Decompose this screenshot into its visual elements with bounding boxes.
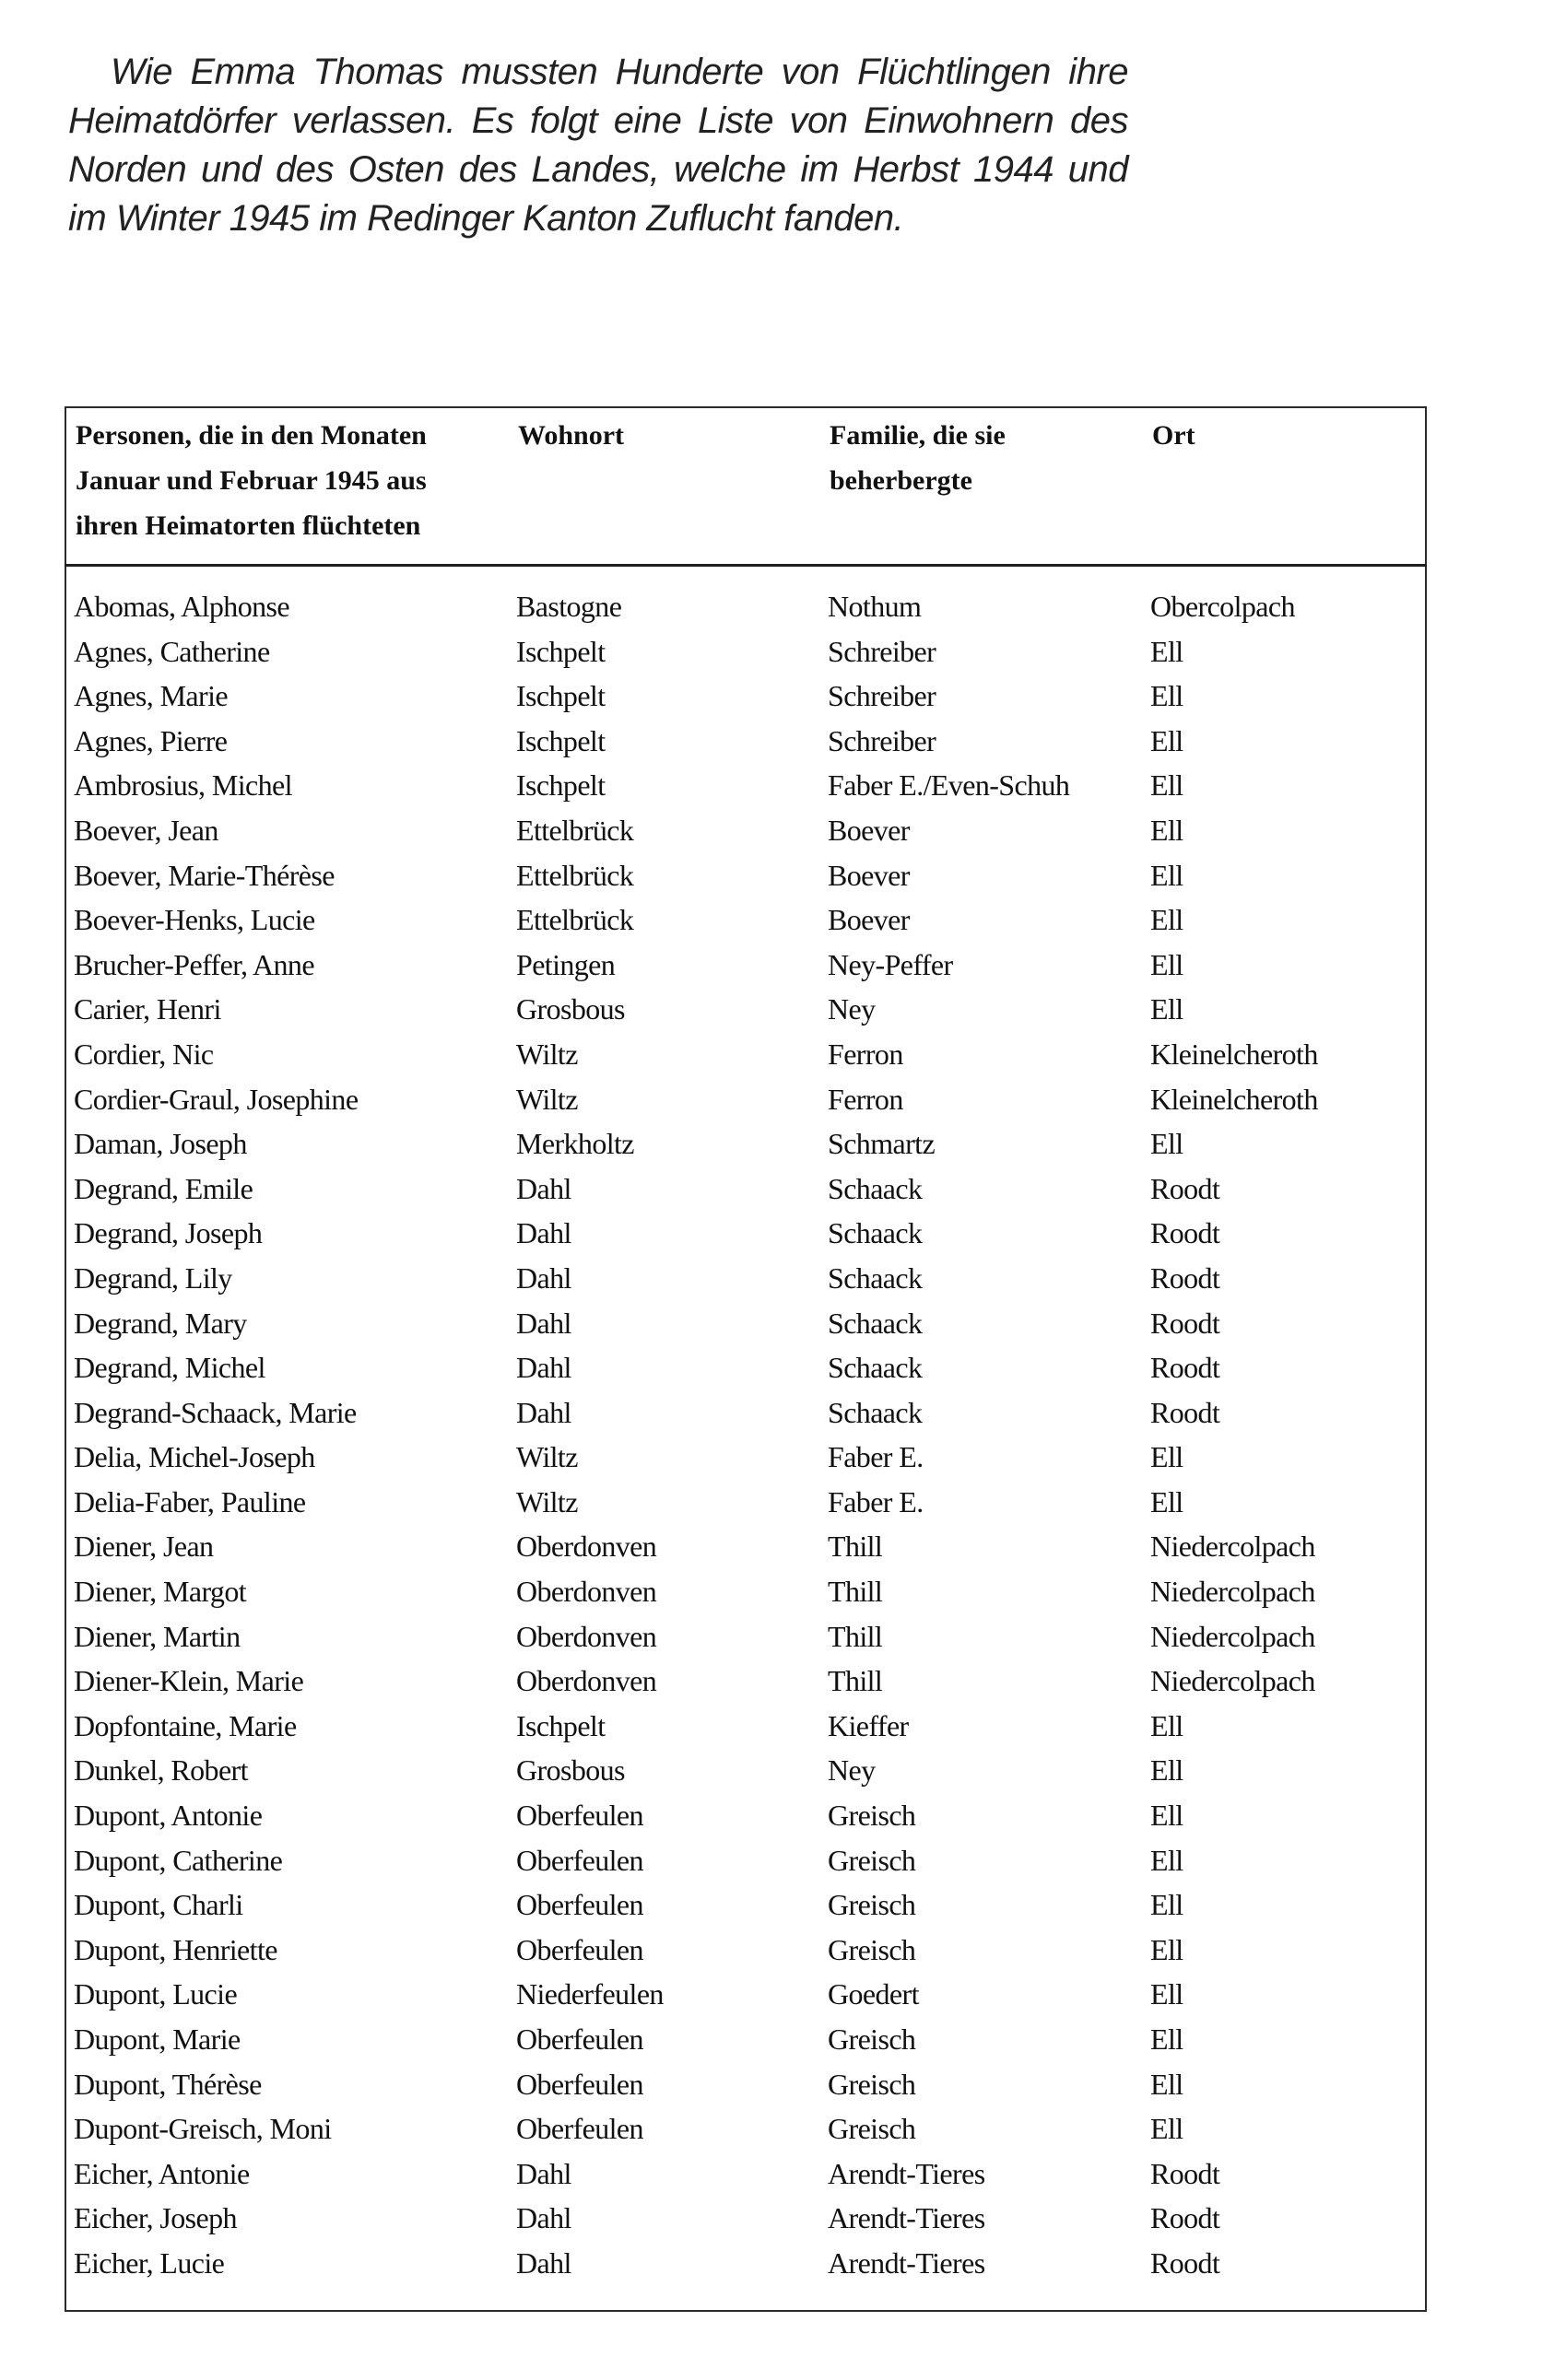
place-cell: Ell bbox=[1150, 992, 1183, 1026]
host-family-cell: Ferron bbox=[828, 1082, 903, 1116]
person-name-cell: Diener-Klein, Marie bbox=[74, 1664, 304, 1698]
place-cell: Ell bbox=[1150, 679, 1183, 713]
host-family-cell: Thill bbox=[828, 1619, 883, 1653]
table-row bbox=[74, 859, 1419, 904]
place-cell: Roodt bbox=[1150, 2245, 1220, 2280]
person-name-cell: Abomas, Alphonse bbox=[74, 590, 289, 623]
place-cell: Roodt bbox=[1150, 1395, 1220, 1429]
person-name-cell: Eicher, Lucie bbox=[74, 2245, 225, 2280]
host-family-cell: Arendt-Tieres bbox=[828, 2201, 985, 2235]
residence-cell: Oberfeulen bbox=[516, 2112, 643, 2146]
place-cell: Obercolpach bbox=[1150, 590, 1295, 623]
residence-cell: Dahl bbox=[516, 1216, 571, 1250]
table-row bbox=[74, 2068, 1419, 2113]
person-name-cell: Boever, Marie-Thérèse bbox=[74, 858, 335, 892]
table-row bbox=[74, 1620, 1419, 1665]
place-cell: Ell bbox=[1150, 903, 1183, 937]
person-name-cell: Degrand, Emile bbox=[74, 1171, 253, 1205]
person-name-cell: Agnes, Pierre bbox=[74, 723, 228, 757]
residence-cell: Oberfeulen bbox=[516, 1843, 643, 1877]
person-name-cell: Eicher, Antonie bbox=[74, 2156, 250, 2190]
table-row bbox=[74, 1307, 1419, 1352]
table-row bbox=[74, 814, 1419, 859]
person-name-cell: Dupont, Thérèse bbox=[74, 2067, 262, 2101]
place-cell: Niedercolpach bbox=[1150, 1619, 1315, 1653]
person-name-cell: Boever, Jean bbox=[74, 813, 218, 847]
residence-cell: Grosbous bbox=[516, 1753, 625, 1788]
table-row bbox=[74, 2201, 1419, 2246]
host-family-cell: Thill bbox=[828, 1664, 883, 1698]
residence-cell: Oberfeulen bbox=[516, 1799, 643, 1833]
residence-cell: Oberdonven bbox=[516, 1664, 657, 1698]
residence-cell: Ischpelt bbox=[516, 1708, 606, 1742]
table-row bbox=[74, 1799, 1419, 1844]
host-family-cell: Schaack bbox=[828, 1171, 923, 1205]
place-cell: Ell bbox=[1150, 1932, 1183, 1966]
place-cell: Ell bbox=[1150, 947, 1183, 981]
host-family-cell: Goedert bbox=[828, 1977, 919, 2011]
place-cell: Ell bbox=[1150, 1753, 1183, 1788]
residence-cell: Bastogne bbox=[516, 590, 622, 623]
place-cell: Roodt bbox=[1150, 2201, 1220, 2235]
table-row bbox=[74, 1575, 1419, 1620]
host-family-cell: Nothum bbox=[828, 590, 922, 623]
place-cell: Ell bbox=[1150, 1799, 1183, 1833]
place-cell: Ell bbox=[1150, 634, 1183, 668]
table-row bbox=[74, 724, 1419, 769]
host-family-cell: Ney bbox=[828, 1753, 876, 1788]
table-row bbox=[74, 1844, 1419, 1889]
host-family-cell: Schaack bbox=[828, 1351, 923, 1385]
header-persons: Personen, die in den Monaten Januar und Februar 1945 aus ihren Heimatorten flüchteten bbox=[76, 420, 427, 541]
table-row bbox=[74, 1127, 1419, 1172]
person-name-cell: Dupont, Marie bbox=[74, 2022, 241, 2056]
person-name-cell: Delia, Michel-Joseph bbox=[74, 1440, 315, 1474]
residence-cell: Wiltz bbox=[516, 1440, 578, 1474]
host-family-cell: Kieffer bbox=[828, 1708, 909, 1742]
table-row bbox=[74, 2022, 1419, 2068]
header-host-family: Familie, die sie beherbergte bbox=[830, 420, 1006, 496]
person-name-cell: Agnes, Catherine bbox=[74, 634, 270, 668]
person-name-cell: Ambrosius, Michel bbox=[74, 768, 292, 803]
table-row bbox=[74, 1753, 1419, 1799]
residence-cell: Ischpelt bbox=[516, 723, 606, 757]
person-name-cell: Dupont-Greisch, Moni bbox=[74, 2112, 332, 2146]
place-cell: Roodt bbox=[1150, 1171, 1220, 1205]
host-family-cell: Boever bbox=[828, 813, 910, 847]
table-row bbox=[74, 1485, 1419, 1530]
person-name-cell: Diener, Martin bbox=[74, 1619, 241, 1653]
residence-cell: Wiltz bbox=[516, 1037, 578, 1071]
place-cell: Roodt bbox=[1150, 1306, 1220, 1340]
place-cell: Ell bbox=[1150, 768, 1183, 803]
host-family-cell: Faber E./Even-Schuh bbox=[828, 768, 1070, 803]
table-row bbox=[74, 2157, 1419, 2202]
residence-cell: Oberfeulen bbox=[516, 1932, 643, 1966]
place-cell: Roodt bbox=[1150, 2156, 1220, 2190]
table-row bbox=[74, 1933, 1419, 1978]
table-row bbox=[74, 635, 1419, 680]
host-family-cell: Boever bbox=[828, 903, 910, 937]
host-family-cell: Ferron bbox=[828, 1037, 903, 1071]
host-family-cell: Arendt-Tieres bbox=[828, 2245, 985, 2280]
person-name-cell: Diener, Margot bbox=[74, 1575, 247, 1609]
table-header bbox=[76, 413, 1421, 560]
table-row bbox=[74, 1888, 1419, 1933]
residence-cell: Merkholtz bbox=[516, 1127, 634, 1161]
residence-cell: Oberdonven bbox=[516, 1530, 657, 1564]
residence-cell: Ettelbrück bbox=[516, 858, 634, 892]
place-cell: Ell bbox=[1150, 2022, 1183, 2056]
residence-cell: Dahl bbox=[516, 1306, 571, 1340]
host-family-cell: Thill bbox=[828, 1575, 883, 1609]
residence-cell: Oberdonven bbox=[516, 1575, 657, 1609]
place-cell: Kleinelcheroth bbox=[1150, 1037, 1318, 1071]
place-cell: Ell bbox=[1150, 1440, 1183, 1474]
person-name-cell: Agnes, Marie bbox=[74, 679, 228, 713]
place-cell: Ell bbox=[1150, 1484, 1183, 1518]
table-row bbox=[74, 1261, 1419, 1307]
host-family-cell: Schaack bbox=[828, 1306, 923, 1340]
residence-cell: Dahl bbox=[516, 2245, 571, 2280]
table-body bbox=[74, 590, 1419, 2292]
host-family-cell: Boever bbox=[828, 858, 910, 892]
table-row bbox=[74, 1440, 1419, 1485]
place-cell: Ell bbox=[1150, 1127, 1183, 1161]
place-cell: Niedercolpach bbox=[1150, 1664, 1315, 1698]
person-name-cell: Degrand, Lily bbox=[74, 1260, 232, 1295]
residence-cell: Niederfeulen bbox=[516, 1977, 664, 2011]
residence-cell: Dahl bbox=[516, 1260, 571, 1295]
person-name-cell: Dopfontaine, Marie bbox=[74, 1708, 297, 1742]
place-cell: Roodt bbox=[1150, 1260, 1220, 1295]
person-name-cell: Degrand, Joseph bbox=[74, 1216, 263, 1250]
host-family-cell: Schmartz bbox=[828, 1127, 936, 1161]
residence-cell: Oberfeulen bbox=[516, 1888, 643, 1922]
intro-text bbox=[68, 48, 1128, 243]
person-name-cell: Diener, Jean bbox=[74, 1530, 214, 1564]
place-cell: Ell bbox=[1150, 813, 1183, 847]
table-row bbox=[74, 992, 1419, 1038]
person-name-cell: Cordier-Graul, Josephine bbox=[74, 1082, 359, 1116]
place-cell: Ell bbox=[1150, 1977, 1183, 2011]
place-cell: Ell bbox=[1150, 723, 1183, 757]
host-family-cell: Ney bbox=[828, 992, 876, 1026]
person-name-cell: Daman, Joseph bbox=[74, 1127, 247, 1161]
host-family-cell: Greisch bbox=[828, 1888, 916, 1922]
person-name-cell: Dupont, Charli bbox=[74, 1888, 243, 1922]
intro-paragraph: Wie Emma Thomas mussten Hunderte von Flüchtlingen ihre Heimatdörfer verlassen. Es folgt eine Liste von Einwohnern des Norden und des Osten des Landes, welche im Herbst 1944 und im Winter 1945 im Redinger Kanton Zuflucht fanden. bbox=[68, 52, 1128, 239]
table-row bbox=[74, 1172, 1419, 1217]
host-family-cell: Schreiber bbox=[828, 723, 936, 757]
table-row bbox=[74, 1038, 1419, 1083]
table-row bbox=[74, 590, 1419, 635]
residence-cell: Dahl bbox=[516, 1395, 571, 1429]
person-name-cell: Eicher, Joseph bbox=[74, 2201, 237, 2235]
person-name-cell: Carier, Henri bbox=[74, 992, 221, 1026]
table-row bbox=[74, 679, 1419, 724]
place-cell: Roodt bbox=[1150, 1351, 1220, 1385]
table-row bbox=[74, 1977, 1419, 2022]
person-name-cell: Brucher-Peffer, Anne bbox=[74, 947, 314, 981]
table-row bbox=[74, 948, 1419, 993]
residence-cell: Oberfeulen bbox=[516, 2067, 643, 2101]
person-name-cell: Degrand, Mary bbox=[74, 1306, 247, 1340]
person-name-cell: Dunkel, Robert bbox=[74, 1753, 248, 1788]
place-cell: Kleinelcheroth bbox=[1150, 1082, 1318, 1116]
host-family-cell: Faber E. bbox=[828, 1440, 924, 1474]
residence-cell: Petingen bbox=[516, 947, 616, 981]
residence-cell: Ettelbrück bbox=[516, 813, 634, 847]
residence-cell: Oberdonven bbox=[516, 1619, 657, 1653]
host-family-cell: Schreiber bbox=[828, 634, 936, 668]
table-row bbox=[74, 1664, 1419, 1709]
table-row bbox=[74, 1396, 1419, 1441]
person-name-cell: Dupont, Lucie bbox=[74, 1977, 238, 2011]
place-cell: Roodt bbox=[1150, 1216, 1220, 1250]
person-name-cell: Degrand-Schaack, Marie bbox=[74, 1395, 357, 1429]
residence-cell: Dahl bbox=[516, 1351, 571, 1385]
residence-cell: Ischpelt bbox=[516, 634, 606, 668]
host-family-cell: Schreiber bbox=[828, 679, 936, 713]
residence-cell: Dahl bbox=[516, 2201, 571, 2235]
table-row bbox=[74, 2246, 1419, 2292]
place-cell: Ell bbox=[1150, 2067, 1183, 2101]
table-row bbox=[74, 1530, 1419, 1575]
residence-cell: Wiltz bbox=[516, 1082, 578, 1116]
table-row bbox=[74, 903, 1419, 948]
table-row bbox=[74, 1709, 1419, 1754]
residence-cell: Wiltz bbox=[516, 1484, 578, 1518]
host-family-cell: Faber E. bbox=[828, 1484, 924, 1518]
host-family-cell: Greisch bbox=[828, 2067, 916, 2101]
place-cell: Ell bbox=[1150, 1888, 1183, 1922]
place-cell: Ell bbox=[1150, 858, 1183, 892]
host-family-cell: Schaack bbox=[828, 1216, 923, 1250]
residence-cell: Dahl bbox=[516, 1171, 571, 1205]
person-name-cell: Dupont, Antonie bbox=[74, 1799, 263, 1833]
place-cell: Ell bbox=[1150, 1843, 1183, 1877]
person-name-cell: Dupont, Catherine bbox=[74, 1843, 283, 1877]
table-row bbox=[74, 768, 1419, 814]
host-family-cell: Schaack bbox=[828, 1260, 923, 1295]
host-family-cell: Greisch bbox=[828, 2022, 916, 2056]
residence-cell: Grosbous bbox=[516, 992, 625, 1026]
host-family-cell: Greisch bbox=[828, 1799, 916, 1833]
residence-cell: Oberfeulen bbox=[516, 2022, 643, 2056]
header-divider bbox=[65, 564, 1427, 567]
host-family-cell: Arendt-Tieres bbox=[828, 2156, 985, 2190]
host-family-cell: Greisch bbox=[828, 1932, 916, 1966]
residence-cell: Dahl bbox=[516, 2156, 571, 2190]
residence-cell: Ettelbrück bbox=[516, 903, 634, 937]
table-row bbox=[74, 1216, 1419, 1261]
host-family-cell: Greisch bbox=[828, 1843, 916, 1877]
header-residence: Wohnort bbox=[518, 420, 625, 451]
host-family-cell: Schaack bbox=[828, 1395, 923, 1429]
place-cell: Ell bbox=[1150, 1708, 1183, 1742]
host-family-cell: Greisch bbox=[828, 2112, 916, 2146]
header-place: Ort bbox=[1152, 420, 1195, 451]
place-cell: Ell bbox=[1150, 2112, 1183, 2146]
table-row bbox=[74, 1083, 1419, 1128]
host-family-cell: Ney-Peffer bbox=[828, 947, 953, 981]
table-row bbox=[74, 1351, 1419, 1396]
residence-cell: Ischpelt bbox=[516, 768, 606, 803]
person-name-cell: Delia-Faber, Pauline bbox=[74, 1484, 306, 1518]
person-name-cell: Cordier, Nic bbox=[74, 1037, 214, 1071]
person-name-cell: Degrand, Michel bbox=[74, 1351, 265, 1385]
table-row bbox=[74, 2112, 1419, 2157]
residence-cell: Ischpelt bbox=[516, 679, 606, 713]
person-name-cell: Boever-Henks, Lucie bbox=[74, 903, 315, 937]
place-cell: Niedercolpach bbox=[1150, 1530, 1315, 1564]
person-name-cell: Dupont, Henriette bbox=[74, 1932, 277, 1966]
host-family-cell: Thill bbox=[828, 1530, 883, 1564]
place-cell: Niedercolpach bbox=[1150, 1575, 1315, 1609]
